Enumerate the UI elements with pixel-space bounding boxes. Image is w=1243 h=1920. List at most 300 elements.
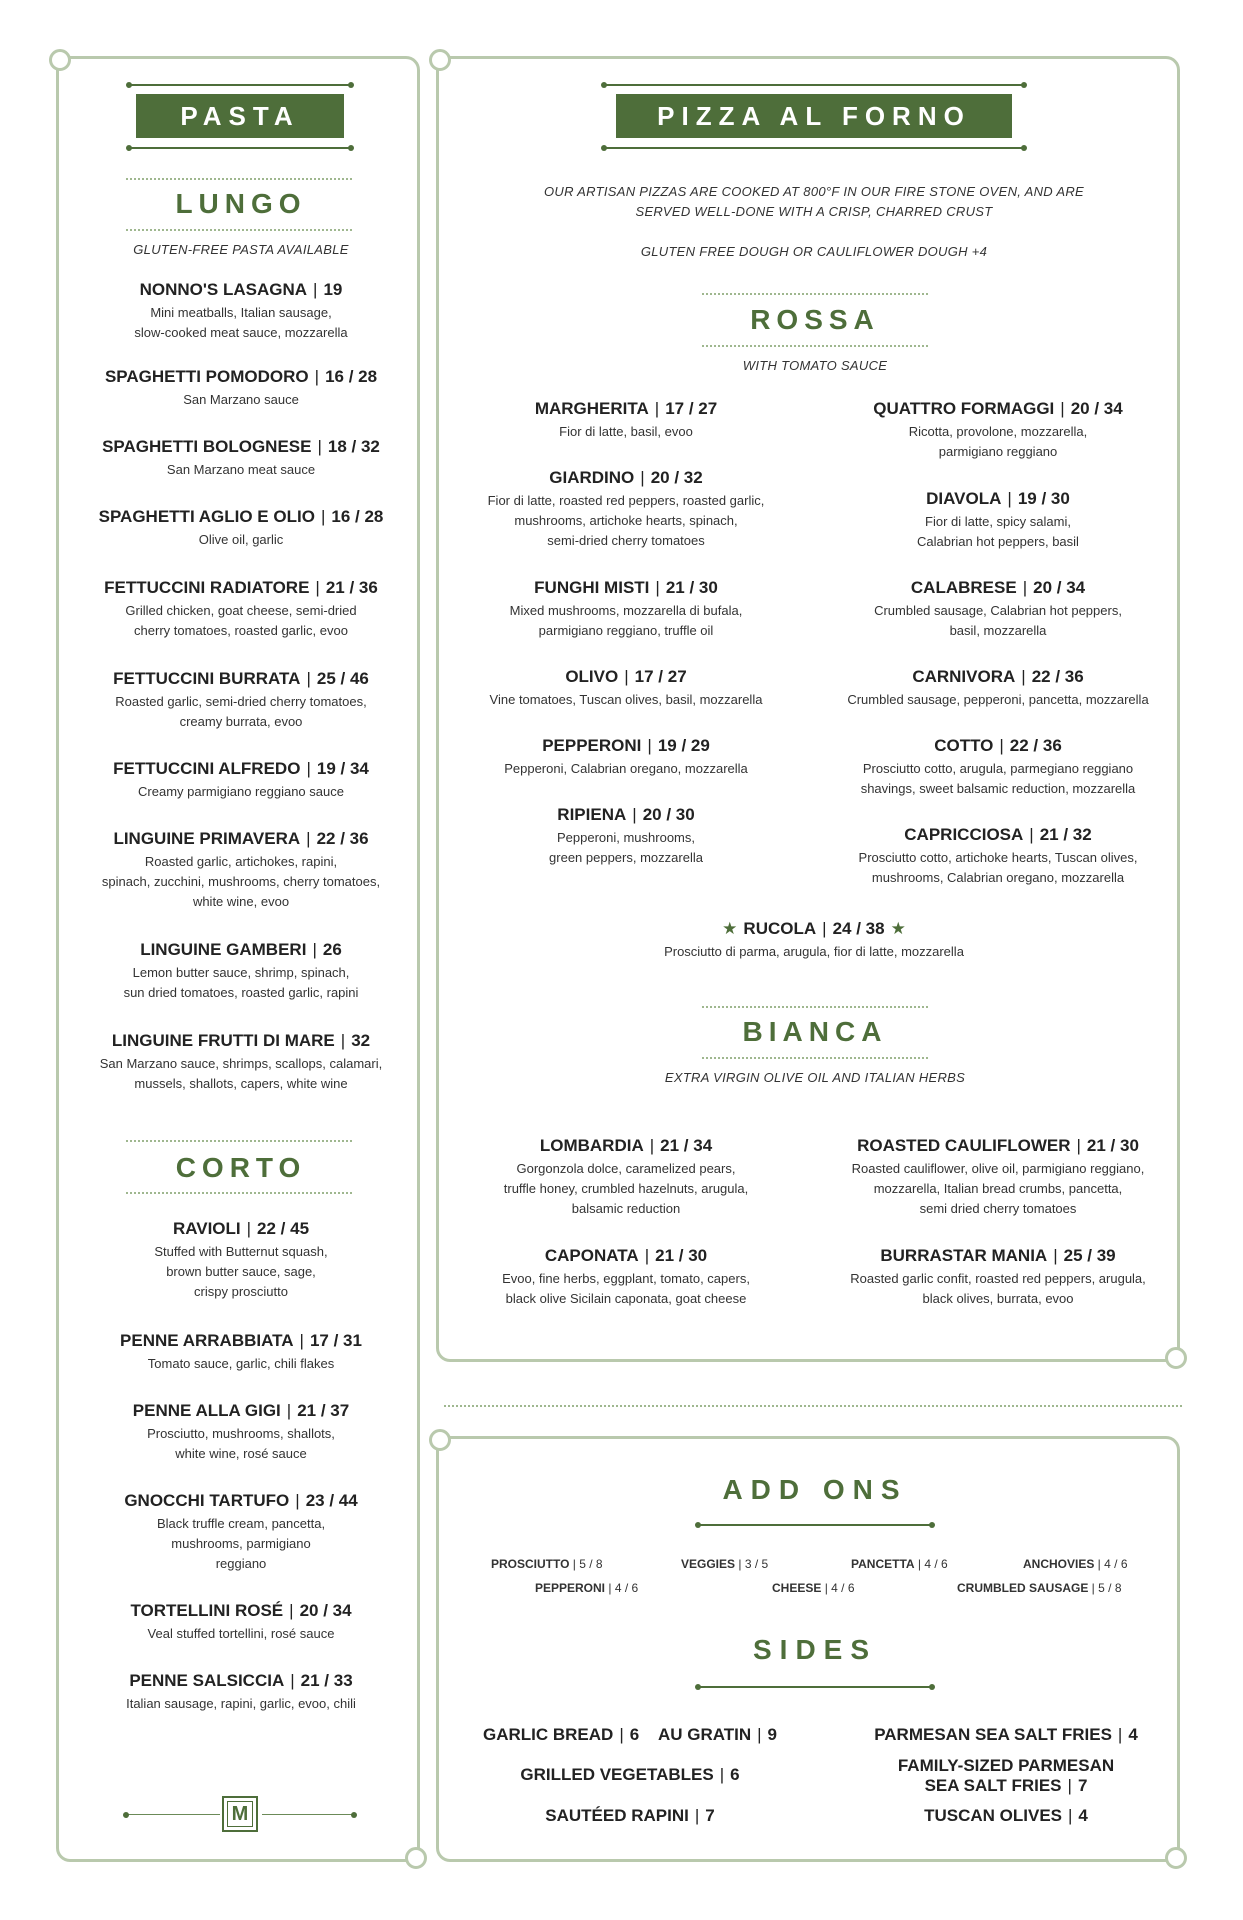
price-separator: | — [624, 667, 629, 686]
sides-row-2-left — [470, 1765, 790, 1785]
price-separator: | — [313, 280, 318, 299]
menu-item-description: sun dried tomatoes, roasted garlic, rapini — [123, 985, 359, 1000]
price-separator: | — [299, 1331, 304, 1350]
gluten-free-note: GLUTEN FREE DOUGH OR CAULIFLOWER DOUGH +4 — [640, 244, 988, 259]
menu-item-price: 21 / 34 — [660, 1136, 713, 1155]
price-separator: | — [1022, 578, 1028, 597]
menu-item — [76, 1030, 406, 1094]
menu-item-title — [76, 577, 406, 599]
addons-heading: ADD ONS — [722, 1474, 908, 1505]
menu-item-title — [446, 1245, 806, 1267]
menu-item-title — [820, 666, 1176, 688]
menu-item — [76, 1400, 406, 1464]
menu-item-name: SPAGHETTI POMODORO — [104, 367, 309, 386]
menu-item-description: cherry tomatoes, roasted garlic, evoo — [134, 623, 348, 638]
price-separator: | — [1021, 667, 1026, 686]
menu-item — [820, 1135, 1176, 1219]
price-separator: | — [1076, 1136, 1081, 1155]
menu-item-description: Italian sausage, rapini, garlic, evoo, chili — [126, 1696, 356, 1711]
side-name: AU GRATIN — [657, 1725, 752, 1744]
logo-rule-right — [262, 1814, 354, 1815]
menu-item-title — [76, 436, 406, 458]
price-separator: | — [569, 1557, 580, 1571]
price-separator: | — [315, 578, 320, 597]
menu-item-description: balsamic reduction — [571, 1201, 681, 1216]
menu-item-price: 20 / 30 — [642, 805, 695, 824]
menu-item-name: CAPRICCIOSA — [904, 825, 1024, 844]
menu-item-title — [76, 1600, 406, 1622]
sides-heading: SIDES — [752, 1634, 878, 1665]
price-separator: | — [1094, 1557, 1105, 1571]
menu-item-name: TORTELLINI ROSÉ — [130, 1601, 284, 1620]
side-price: 4 — [1128, 1725, 1138, 1744]
menu-item-price: 25 / 46 — [316, 669, 369, 688]
addon-name: PEPPERONI — [535, 1581, 606, 1595]
menu-item-price: 17 / 27 — [634, 667, 687, 686]
menu-item-price: 22 / 36 — [1009, 736, 1062, 755]
rossa-dotted-top — [702, 293, 928, 295]
addon-item — [681, 1557, 768, 1571]
menu-item-name: GIARDINO — [549, 468, 635, 487]
side-name: SEA SALT FRIES — [924, 1776, 1062, 1795]
menu-item-description: Mixed mushrooms, mozzarella di bufala, — [509, 603, 743, 618]
price-separator: | — [320, 507, 326, 526]
menu-item-price: 16 / 28 — [331, 507, 384, 526]
addon-item — [772, 1581, 855, 1595]
pasta-title: PASTA — [136, 94, 344, 138]
menu-item-name: PENNE ARRABBIATA — [120, 1331, 294, 1350]
menu-item-description: green peppers, mozzarella — [549, 850, 703, 865]
menu-item-title — [76, 506, 406, 528]
sides-row-1-left — [470, 1725, 790, 1745]
addon-name: ANCHOVIES — [1023, 1557, 1095, 1571]
menu-item-title — [820, 398, 1176, 420]
addon-price: 4 / 6 — [1104, 1557, 1128, 1571]
menu-item-price: 25 / 39 — [1063, 1246, 1116, 1265]
addon-item — [1023, 1557, 1128, 1571]
menu-item — [76, 366, 406, 410]
price-separator: | — [1067, 1776, 1072, 1795]
price-separator: | — [1053, 1246, 1058, 1265]
rossa-note: WITH TOMATO SAUCE — [742, 358, 888, 373]
price-separator: | — [312, 940, 317, 959]
menu-item-description: mushrooms, Calabrian oregano, mozzarella — [871, 870, 1125, 885]
bianca-note: EXTRA VIRGIN OLIVE OIL AND ITALIAN HERBS — [664, 1070, 966, 1085]
menu-item — [820, 666, 1176, 710]
restaurant-logo: M — [222, 1796, 258, 1832]
menu-item-title — [76, 1670, 406, 1692]
menu-item-name: COTTO — [934, 736, 994, 755]
price-separator: | — [314, 367, 320, 386]
menu-item-description: white wine, evoo — [192, 894, 290, 909]
menu-item-description: Olive oil, garlic — [198, 532, 284, 547]
menu-item-price: 19 / 30 — [1017, 489, 1070, 508]
menu-item — [76, 758, 406, 802]
menu-item-title — [820, 824, 1176, 846]
rucola-title — [446, 918, 1182, 940]
menu-item-price: 21 / 32 — [1039, 825, 1092, 844]
addon-name: PANCETTA — [851, 1557, 915, 1571]
price-separator: | — [821, 1581, 832, 1595]
price-separator: | — [719, 1765, 725, 1784]
price-separator: | — [340, 1031, 346, 1050]
menu-item-description: Stuffed with Butternut squash, — [154, 1244, 328, 1259]
menu-item-title — [820, 1135, 1176, 1157]
menu-item-description: brown butter sauce, sage, — [166, 1264, 316, 1279]
menu-item — [76, 1330, 406, 1374]
price-separator: | — [295, 1491, 300, 1510]
pizza-intro-line-2: SERVED WELL-DONE WITH A CRISP, CHARRED CRUST — [635, 204, 993, 219]
menu-item-description: Prosciutto cotto, arugula, parmegiano reggiano — [862, 761, 1134, 776]
addon-name: VEGGIES — [681, 1557, 736, 1571]
menu-item-name: SPAGHETTI BOLOGNESE — [102, 437, 312, 456]
bianca-dotted-top — [702, 1006, 928, 1008]
menu-item-description: Pepperoni, mushrooms, — [556, 830, 695, 845]
price-separator: | — [289, 1601, 294, 1620]
menu-item-title — [76, 1400, 406, 1422]
pizza-rule-top — [604, 84, 1024, 86]
menu-item-description: Mini meatballs, Italian sausage, — [150, 305, 332, 320]
side-price: 4 — [1078, 1806, 1088, 1825]
menu-item — [446, 804, 806, 868]
price-separator: | — [640, 468, 645, 487]
menu-item — [76, 828, 406, 912]
menu-item-title — [76, 1490, 406, 1512]
side-price: 6 — [629, 1725, 640, 1744]
menu-item-price: 17 / 27 — [665, 399, 718, 418]
menu-item-description: black olives, burrata, evoo — [922, 1291, 1074, 1306]
menu-item-description: Roasted cauliflower, olive oil, parmigiano reggiano, — [851, 1161, 1145, 1176]
price-separator: | — [654, 399, 660, 418]
menu-item-price: 20 / 34 — [1033, 578, 1086, 597]
side-name: PARMESAN SEA SALT FRIES — [874, 1725, 1112, 1744]
side-price: 7 — [705, 1806, 715, 1825]
pizza-intro — [446, 182, 1182, 222]
menu-item-name: FUNGHI MISTI — [534, 578, 650, 597]
price-separator: | — [822, 919, 827, 938]
menu-item — [446, 666, 806, 710]
menu-item-description: shavings, sweet balsamic reduction, mozzarella — [860, 781, 1136, 796]
price-separator: | — [694, 1806, 700, 1825]
price-separator: | — [306, 669, 311, 688]
sides-row-2-right — [846, 1756, 1166, 1796]
menu-item-description: semi dried cherry tomatoes — [919, 1201, 1077, 1216]
menu-item-title — [446, 398, 806, 420]
menu-item-description: Tomato sauce, garlic, chili flakes — [147, 1356, 335, 1371]
menu-item-price: 20 / 32 — [650, 468, 703, 487]
menu-item-price: 21 / 30 — [665, 578, 718, 597]
menu-item-price: 17 / 31 — [309, 1331, 362, 1350]
star-icon: ★ — [890, 919, 906, 938]
addons-rule — [698, 1524, 932, 1526]
price-separator: | — [1060, 399, 1065, 418]
menu-item-name: LINGUINE FRUTTI DI MARE — [111, 1031, 335, 1050]
menu-item — [76, 1670, 406, 1714]
menu-item-description: mozzarella, Italian bread crumbs, pancetta, — [873, 1181, 1123, 1196]
price-separator: | — [1117, 1725, 1123, 1744]
menu-item-title — [76, 1218, 406, 1240]
addon-price: 3 / 5 — [744, 1557, 769, 1571]
corto-dotted-bottom — [126, 1192, 352, 1194]
menu-item-price: 22 / 36 — [316, 829, 369, 848]
menu-item-name: MARGHERITA — [534, 399, 649, 418]
menu-item-price: 19 — [323, 280, 343, 299]
menu-item-description: Black truffle cream, pancetta, — [156, 1516, 326, 1531]
menu-item-price: 32 — [351, 1031, 371, 1050]
pizza-intro-line-1: OUR ARTISAN PIZZAS ARE COOKED AT 800°F IN OUR FIRE STONE OVEN, AND ARE — [543, 184, 1085, 199]
addon-price: 4 / 6 — [831, 1581, 855, 1595]
menu-item — [76, 506, 406, 550]
menu-item-description: Prosciutto cotto, artichoke hearts, Tuscan olives, — [858, 850, 1138, 865]
menu-item-price: 21 / 30 — [655, 1246, 708, 1265]
menu-item-title — [76, 1030, 406, 1052]
pasta-rule-top — [129, 84, 351, 86]
addon-item — [851, 1557, 948, 1571]
menu-item-title — [76, 1330, 406, 1352]
addon-price: 5 / 8 — [1098, 1581, 1122, 1595]
menu-item-price: 22 / 36 — [1031, 667, 1084, 686]
addon-name: CRUMBLED SAUSAGE — [957, 1581, 1089, 1595]
menu-item-name: CARNIVORA — [912, 667, 1016, 686]
rucola-desc: Prosciutto di parma, arugula, fior di latte, mozzarella — [664, 944, 964, 959]
price-separator: | — [735, 1557, 745, 1571]
menu-item-price: 22 / 45 — [257, 1219, 310, 1238]
menu-item-price: 21 / 30 — [1086, 1136, 1139, 1155]
menu-item-description: basil, mozzarella — [949, 623, 1047, 638]
price-separator: | — [757, 1725, 762, 1744]
menu-item-name: NONNO'S LASAGNA — [139, 280, 308, 299]
menu-item-name: PEPPERONI — [542, 736, 642, 755]
bianca-heading: BIANCA — [742, 1016, 888, 1047]
addon-item — [491, 1557, 603, 1571]
menu-item-title — [446, 1135, 806, 1157]
menu-item — [820, 1245, 1176, 1309]
bianca-dotted-bottom — [702, 1057, 928, 1059]
menu-item-description: crispy prosciutto — [194, 1284, 288, 1299]
menu-item-description: parmigiano reggiano — [938, 444, 1058, 459]
menu-item — [76, 939, 406, 1003]
menu-item-description: truffle honey, crumbled hazelnuts, arugula, — [503, 1181, 749, 1196]
menu-item-description: Vine tomatoes, Tuscan olives, basil, mozzarella — [489, 692, 763, 707]
rucola-price: 24 / 38 — [832, 919, 885, 938]
star-icon: ★ — [722, 919, 738, 938]
price-separator: | — [647, 736, 652, 755]
menu-item-price: 21 / 36 — [325, 578, 378, 597]
menu-item-description: mussels, shallots, capers, white wine — [134, 1076, 348, 1091]
menu-item-description: Grilled chicken, goat cheese, semi-dried — [125, 603, 357, 618]
menu-item-name: PENNE SALSICCIA — [129, 1671, 285, 1690]
menu-item-description: Pepperoni, Calabrian oregano, mozzarella — [504, 761, 748, 776]
lungo-heading: LUNGO — [175, 188, 307, 219]
menu-item-name: QUATTRO FORMAGGI — [873, 399, 1055, 418]
menu-item-description: Veal stuffed tortellini, rosé sauce — [147, 1626, 335, 1641]
menu-item-description: Crumbled sausage, pepperoni, pancetta, mozzarella — [847, 692, 1149, 707]
menu-item-description: Evoo, fine herbs, eggplant, tomato, capers, — [502, 1271, 750, 1286]
menu-item-description: Fior di latte, roasted red peppers, roasted garlic, — [487, 493, 765, 508]
menu-item-price: 18 / 32 — [327, 437, 380, 456]
menu-item — [76, 668, 406, 732]
side-name: GRILLED VEGETABLES — [520, 1765, 714, 1784]
price-separator: | — [1068, 1806, 1073, 1825]
sides-rule — [698, 1686, 932, 1688]
side-price: 7 — [1077, 1776, 1088, 1795]
menu-item-price: 20 / 34 — [299, 1601, 352, 1620]
menu-item-description: Ricotta, provolone, mozzarella, — [908, 424, 1088, 439]
menu-item-price: 19 / 34 — [316, 759, 369, 778]
menu-item — [76, 1600, 406, 1644]
addon-name: CHEESE — [772, 1581, 822, 1595]
menu-item-description: Roasted garlic confit, roasted red peppers, arugula, — [850, 1271, 1146, 1286]
corto-dotted-top — [126, 1140, 352, 1142]
menu-item-description: Roasted garlic, artichokes, rapini, — [144, 854, 338, 869]
menu-item-title — [76, 366, 406, 388]
price-separator: | — [619, 1725, 624, 1744]
menu-item-description: San Marzano meat sauce — [166, 462, 316, 477]
menu-item-description: black olive Sicilain caponata, goat cheese — [505, 1291, 747, 1306]
menu-item-name: RAVIOLI — [172, 1219, 241, 1238]
menu-item-title — [76, 758, 406, 780]
side-name: TUSCAN OLIVES — [924, 1806, 1062, 1825]
menu-item — [820, 398, 1176, 462]
menu-item — [76, 436, 406, 480]
menu-item-name: FETTUCCINI BURRATA — [113, 669, 301, 688]
menu-item — [446, 467, 806, 551]
menu-item-title — [76, 668, 406, 690]
menu-item-name: CAPONATA — [544, 1246, 639, 1265]
rucola-name: RUCOLA — [743, 919, 817, 938]
menu-item — [446, 735, 806, 779]
price-separator: | — [605, 1581, 615, 1595]
menu-item-description: San Marzano sauce, shrimps, scallops, calamari, — [99, 1056, 383, 1071]
menu-item-description: reggiano — [215, 1556, 267, 1571]
menu-item-price: 16 / 28 — [325, 367, 378, 386]
menu-item — [820, 577, 1176, 641]
addon-item — [957, 1581, 1122, 1595]
menu-item — [820, 488, 1176, 552]
rossa-dotted-bottom — [702, 345, 928, 347]
menu-item-price: 26 — [322, 940, 342, 959]
menu-item-name: CALABRESE — [910, 578, 1017, 597]
menu-item-description: San Marzano sauce — [183, 392, 299, 407]
price-separator: | — [306, 829, 311, 848]
price-separator: | — [655, 578, 660, 597]
menu-item-title — [76, 939, 406, 961]
price-separator: | — [290, 1671, 295, 1690]
addon-name: PROSCIUTTO — [491, 1557, 570, 1571]
pizza-title: PIZZA AL FORNO — [616, 94, 1012, 138]
menu-item-price: 19 / 29 — [657, 736, 710, 755]
menu-item-description: semi-dried cherry tomatoes — [547, 533, 705, 548]
panel-divider-dotted — [444, 1405, 1182, 1407]
menu-item-name: ROASTED CAULIFLOWER — [857, 1136, 1071, 1155]
menu-item — [76, 279, 406, 343]
menu-item — [446, 398, 806, 442]
menu-item-description: Prosciutto, mushrooms, shallots, — [147, 1426, 335, 1441]
menu-item-description: Calabrian hot peppers, basil — [917, 534, 1079, 549]
menu-item — [76, 1490, 406, 1574]
addon-price: 4 / 6 — [614, 1581, 639, 1595]
menu-item-name: BURRASTAR MANIA — [880, 1246, 1048, 1265]
menu-item — [820, 824, 1176, 888]
rucola-item — [446, 918, 1182, 962]
price-separator: | — [632, 805, 637, 824]
menu-item-name: LINGUINE GAMBERI — [140, 940, 307, 959]
menu-item-title — [76, 279, 406, 301]
sides-row-1-right — [846, 1725, 1166, 1745]
price-separator: | — [1088, 1581, 1099, 1595]
menu-item-name: LINGUINE PRIMAVERA — [113, 829, 301, 848]
price-separator: | — [914, 1557, 925, 1571]
menu-item-title — [76, 828, 406, 850]
sides-row-3-left — [470, 1806, 790, 1826]
menu-item — [820, 735, 1176, 799]
addon-price: 5 / 8 — [579, 1557, 603, 1571]
price-separator: | — [246, 1219, 252, 1238]
menu-item-name: GNOCCHI TARTUFO — [124, 1491, 290, 1510]
menu-item-name: DIAVOLA — [926, 489, 1002, 508]
menu-item-description: Roasted garlic, semi-dried cherry tomatoes, — [115, 694, 367, 709]
menu-item-title — [446, 666, 806, 688]
pasta-rule-bottom — [129, 147, 351, 149]
side-price: 9 — [767, 1725, 778, 1744]
side-price: 6 — [730, 1765, 740, 1784]
menu-item-title — [446, 804, 806, 826]
menu-item-title — [446, 467, 806, 489]
menu-item — [446, 1135, 806, 1219]
menu-item-description: Fior di latte, basil, evoo — [559, 424, 693, 439]
price-separator: | — [317, 437, 322, 456]
price-separator: | — [999, 736, 1004, 755]
corto-heading: CORTO — [175, 1152, 307, 1183]
menu-item-name: SPAGHETTI AGLIO E OLIO — [98, 507, 315, 526]
menu-item-price: 21 / 33 — [300, 1671, 353, 1690]
menu-item-description: mushrooms, artichoke hearts, spinach, — [514, 513, 738, 528]
addon-price: 4 / 6 — [924, 1557, 948, 1571]
menu-item-description: Creamy parmigiano reggiano sauce — [138, 784, 344, 799]
menu-item-description: spinach, zucchini, mushrooms, cherry tomatoes, — [101, 874, 381, 889]
menu-item-description: Gorgonzola dolce, caramelized pears, — [516, 1161, 736, 1176]
menu-item-price: 23 / 44 — [305, 1491, 358, 1510]
lungo-dotted-top — [126, 178, 352, 180]
menu-item-title — [820, 1245, 1176, 1267]
menu-item-description: mushrooms, parmigiano — [171, 1536, 311, 1551]
menu-item-description: creamy burrata, evoo — [179, 714, 303, 729]
pizza-rule-bottom — [604, 147, 1024, 149]
menu-item-name: FETTUCCINI ALFREDO — [113, 759, 301, 778]
menu-item-title — [820, 488, 1176, 510]
lungo-dotted-bottom — [126, 229, 352, 231]
menu-item-description: parmigiano reggiano, truffle oil — [538, 623, 714, 638]
lungo-note: GLUTEN-FREE PASTA AVAILABLE — [133, 242, 349, 257]
price-separator: | — [649, 1136, 655, 1155]
menu-item-title — [820, 735, 1176, 757]
sides-row-3-right — [846, 1806, 1166, 1826]
price-separator: | — [1029, 825, 1034, 844]
side-name: GARLIC BREAD — [482, 1725, 614, 1744]
menu-item-description: slow-cooked meat sauce, mozzarella — [134, 325, 348, 340]
menu-item-name: OLIVO — [565, 667, 619, 686]
price-separator: | — [1007, 489, 1012, 508]
menu-item-title — [446, 577, 806, 599]
menu-item-price: 20 / 34 — [1070, 399, 1123, 418]
logo-rule-left — [126, 1814, 220, 1815]
menu-item-name: RIPIENA — [557, 805, 627, 824]
price-separator: | — [306, 759, 311, 778]
addon-item — [535, 1581, 638, 1595]
menu-item-name: FETTUCCINI RADIATORE — [104, 578, 310, 597]
menu-item-description: Crumbled sausage, Calabrian hot peppers, — [874, 603, 1122, 618]
menu-item — [76, 1218, 406, 1302]
